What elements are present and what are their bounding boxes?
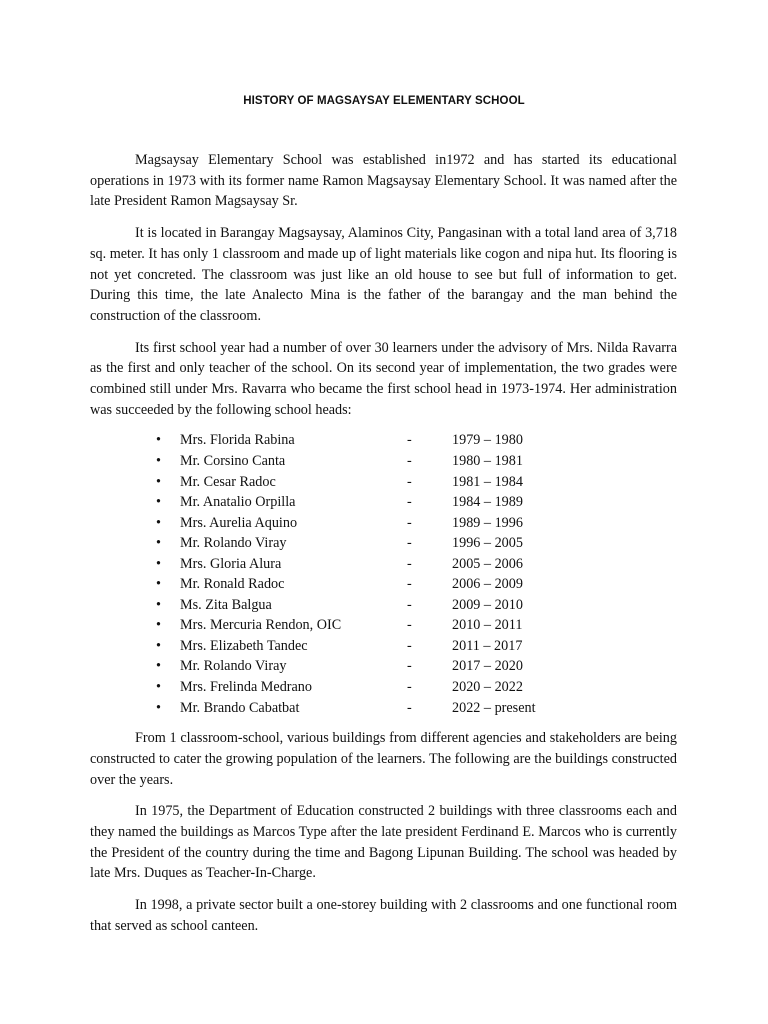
head-name: Mr. Cesar Radoc	[180, 473, 276, 490]
separator-dash: -	[407, 596, 412, 613]
paragraph-1975-buildings: In 1975, the Department of Education constructed 2 buildings with three classrooms each and they named the buildings as Marcos Type after the late president Ferdinand E. Marcos who is currently the President of the country during the time and Bagong Lipunan Building. The school was headed by late Mrs. Duques as Teacher-In-Charge.	[90, 803, 677, 882]
paragraph-first-school-year: Its first school year had a number of over 30 learners under the advisory of Mrs. Nilda Ravarra as the first and only teacher of the school. On its second year of implementation, the two grades were combined still under Mrs. Ravarra who became the first school head in 1973-1974. Her administration was succeeded by the following school heads:	[90, 339, 677, 418]
list-item	[90, 492, 677, 513]
head-name: Mrs. Gloria Alura	[180, 555, 282, 572]
head-name: Mrs. Aurelia Aquino	[180, 514, 298, 531]
bullet-icon: •	[156, 452, 161, 469]
paragraph-buildings-intro: From 1 classroom-school, various buildings from different agencies and stakeholders are being constructed to cater the growing population of the learners. The following are the buildings constructed over the years.	[90, 730, 677, 788]
separator-dash: -	[407, 658, 412, 675]
separator-dash: -	[407, 452, 412, 469]
head-years: 2022 – present	[452, 699, 536, 716]
list-item	[90, 615, 677, 636]
head-years: 2017 – 2020	[452, 658, 523, 675]
bullet-icon: •	[156, 535, 161, 552]
head-name: Mr. Rolando Viray	[180, 658, 287, 675]
list-item	[90, 636, 677, 657]
separator-dash: -	[407, 535, 412, 552]
bullet-icon: •	[156, 432, 161, 449]
paragraph-establishment: Magsaysay Elementary School was established in1972 and has started its educational operations in 1973 with its former name Ramon Magsaysay Elementary School. It was named after the late President Ramon Magsaysay Sr.	[90, 152, 677, 210]
head-years: 2006 – 2009	[452, 576, 523, 593]
head-name: Mr. Brando Cabatbat	[180, 699, 300, 716]
head-name: Mr. Ronald Radoc	[180, 576, 285, 593]
document-body	[90, 150, 677, 947]
head-years: 2010 – 2011	[452, 617, 523, 634]
separator-dash: -	[407, 637, 412, 654]
list-item	[90, 472, 677, 493]
list-item	[90, 698, 677, 719]
separator-dash: -	[407, 494, 412, 511]
head-name: Mrs. Mercuria Rendon, OIC	[180, 617, 342, 634]
separator-dash: -	[407, 699, 412, 716]
bullet-icon: •	[156, 596, 161, 613]
bullet-icon: •	[156, 637, 161, 654]
separator-dash: -	[407, 555, 412, 572]
list-item	[90, 513, 677, 534]
separator-dash: -	[407, 432, 412, 449]
list-item	[90, 574, 677, 595]
bullet-icon: •	[156, 679, 161, 695]
paragraph-location: It is located in Barangay Magsaysay, Alaminos City, Pangasinan with a total land area of 3,718 sq. meter. It has only 1 classroom and made up of light materials like cogon and nipa hut. Its flooring is not yet concreted. The classroom was just like an old house to see but full of information to get. During this time, the late Analecto Mina is the father of the barangay and the man behind the construction of the classroom.	[90, 225, 677, 324]
head-name: Ms. Zita Balgua	[180, 596, 272, 613]
list-item	[90, 451, 677, 472]
head-years: 1979 – 1980	[452, 432, 523, 449]
list-item	[90, 595, 677, 616]
head-years: 2020 – 2022	[452, 679, 523, 695]
separator-dash: -	[407, 576, 412, 593]
list-item	[90, 554, 677, 575]
bullet-icon: •	[156, 576, 161, 593]
list-item	[90, 533, 677, 554]
head-years: 2005 – 2006	[452, 555, 523, 572]
head-name: Mr. Rolando Viray	[180, 535, 287, 552]
head-years: 1989 – 1996	[452, 514, 523, 531]
head-name: Mrs. Florida Rabina	[180, 432, 295, 449]
bullet-icon: •	[156, 617, 161, 634]
list-item	[90, 677, 677, 698]
separator-dash: -	[407, 617, 412, 634]
bullet-icon: •	[156, 699, 161, 716]
separator-dash: -	[407, 473, 412, 490]
list-item	[90, 430, 677, 451]
head-years: 1996 – 2005	[452, 535, 523, 552]
separator-dash: -	[407, 679, 412, 695]
head-name: Mrs. Elizabeth Tandec	[180, 637, 308, 654]
bullet-icon: •	[156, 658, 161, 675]
bullet-icon: •	[156, 555, 161, 572]
head-name: Mr. Corsino Canta	[180, 452, 286, 469]
page-title: HISTORY OF MAGSAYSAY ELEMENTARY SCHOOL	[243, 95, 525, 107]
paragraph-1998-building: In 1998, a private sector built a one-storey building with 2 classrooms and one functional room that served as school canteen.	[90, 897, 677, 934]
bullet-icon: •	[156, 473, 161, 490]
head-years: 1980 – 1981	[452, 452, 523, 469]
head-years: 1984 – 1989	[452, 494, 523, 511]
head-name: Mr. Anatalio Orpilla	[180, 494, 296, 511]
list-item	[90, 656, 677, 677]
bullet-icon: •	[156, 514, 161, 531]
separator-dash: -	[407, 514, 412, 531]
bullet-icon: •	[156, 494, 161, 511]
head-name: Mrs. Frelinda Medrano	[180, 679, 312, 695]
head-years: 1981 – 1984	[452, 473, 523, 490]
head-years: 2009 – 2010	[452, 596, 523, 613]
school-heads-list	[90, 430, 677, 718]
head-years: 2011 – 2017	[452, 637, 523, 654]
